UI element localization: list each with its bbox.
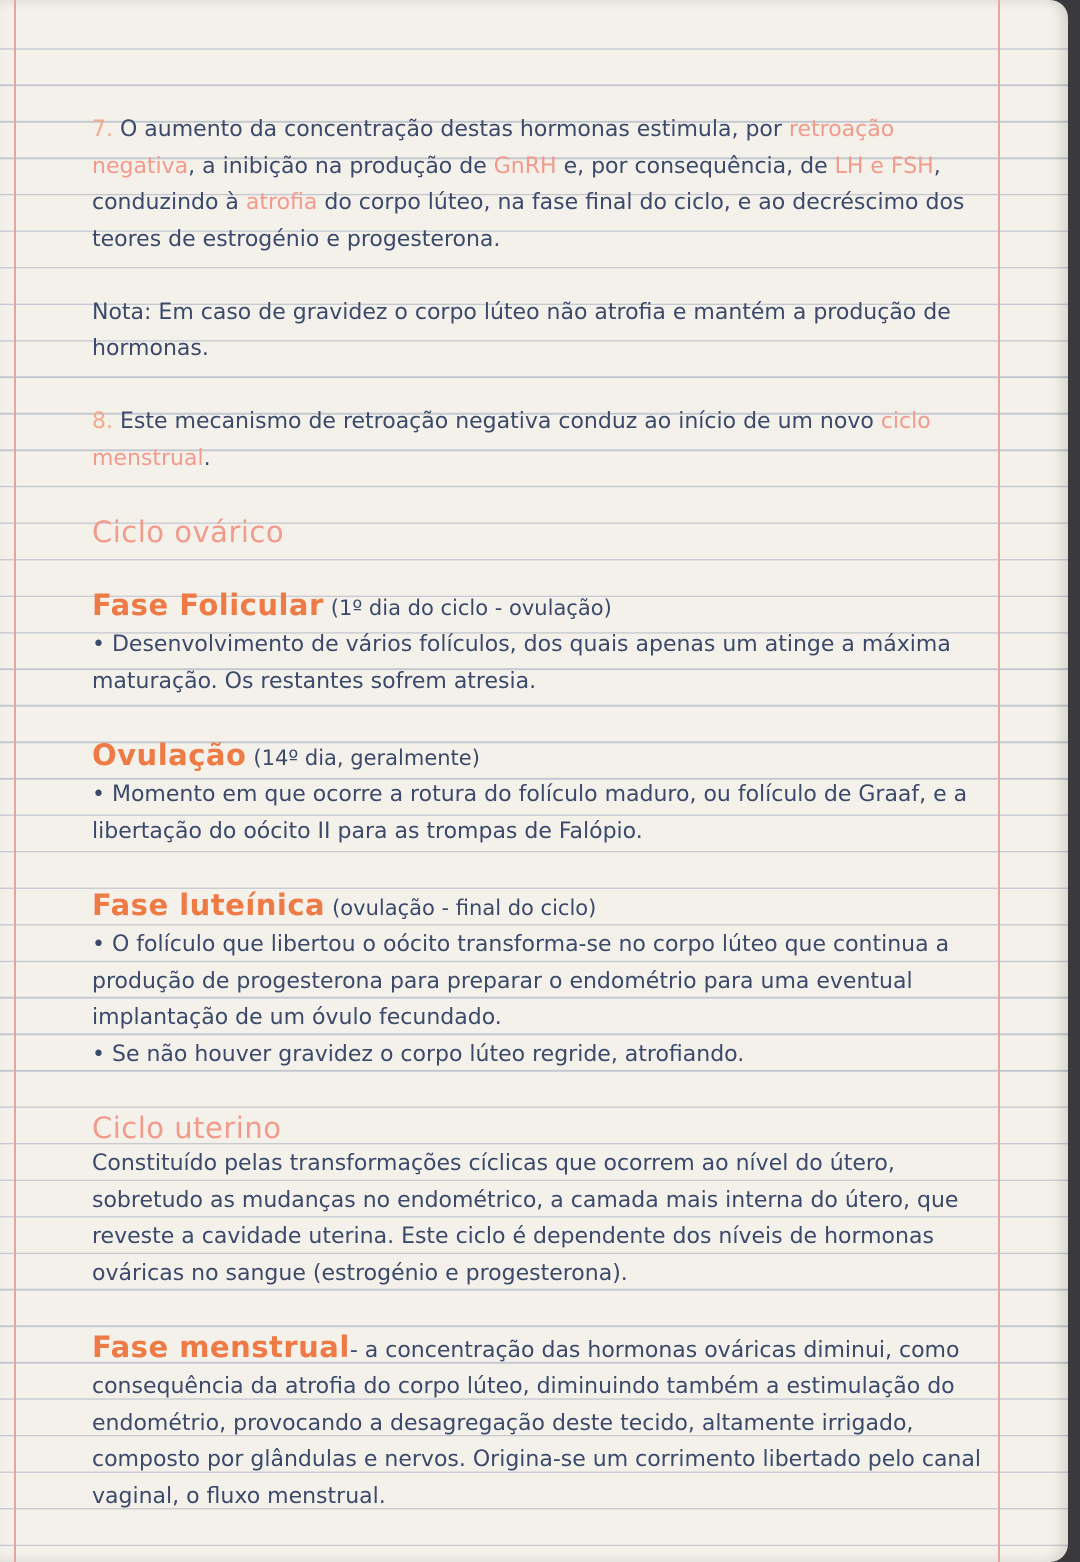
item-7-paragraph: 7. O aumento da concentração destas hormonas estimula, por retroação negativa, a inibição na produção de GnRH e, por consequência, de LH e FSH, conduzindo à atrofia do corpo lúteo, na fase final do ciclo, e ao decréscimo dos teores de estrogénio e progesterona.	[92, 117, 965, 252]
right-margin-line	[998, 0, 1000, 1562]
highlight-gnrh: GnRH	[493, 153, 557, 179]
follicular-phase-heading: Fase Folicular	[92, 587, 324, 622]
luteal-phase-heading: Fase luteínica	[92, 887, 326, 922]
follicular-phase-title-line	[92, 587, 997, 628]
ovulation-bullet: • Momento em que ocorre a rotura do folículo maduro, ou folículo de Graaf, e a libertação do oócito II para as trompas de Falópio.	[92, 777, 997, 850]
luteal-phase-bullet-2: • Se não houver gravidez o corpo lúteo regride, atrofiando.	[92, 1037, 997, 1074]
note-paragraph: Nota: Em caso de gravidez o corpo lúteo não atrofia e mantém a produção de hormonas.	[92, 299, 951, 361]
item-8-number: 8.	[92, 409, 113, 434]
notes-content	[92, 112, 997, 1515]
uterine-cycle-paragraph: Constituído pelas transformações cíclicas que ocorrem ao nível do útero, sobretudo as mudanças no endométrico, a camada mais interna do útero, que reveste a cavidade uterina. Este ciclo é dependente dos níveis de hormonas ováricas no sangue (estrogénio e progesterona).	[92, 1151, 959, 1286]
luteal-phase-bullet-1: • O folículo que libertou o oócito transforma-se no corpo lúteo que continua a produção de progesterona para preparar o endométrio para uma eventual implantação de um óvulo fecundado.	[92, 927, 997, 1037]
highlight-lh-fsh: LH e FSH	[834, 153, 934, 179]
uterine-cycle-heading: Ciclo uterino	[92, 1110, 282, 1145]
highlight-ciclo-menstrual: ciclo menstrual	[92, 409, 931, 471]
item-8-paragraph: 8. Este mecanismo de retroação negativa conduz ao início de um novo ciclo menstrual.	[92, 409, 931, 471]
ovulation-heading: Ovulação	[92, 737, 247, 772]
menstrual-phase-heading: Fase menstrual	[92, 1329, 350, 1364]
menstrual-phase-paragraph	[92, 1329, 997, 1516]
follicular-phase-period: (1º dia do ciclo - ovulação)	[330, 595, 612, 620]
menstrual-phase-text: - a concentração das hormonas ováricas diminui, como consequência da atrofia do corpo lúteo, diminuindo também a estimulação do endométrio, provocando a desagregação deste tecido, altamente irrigado, composto por glândulas e nervos. Origina-se um corrimento libertado pelo canal vaginal, o fluxo menstrual.	[92, 1337, 981, 1509]
highlight-retroacao-negativa: retroação negativa	[92, 117, 895, 179]
item-7-number: 7.	[92, 117, 113, 142]
ovulation-title-line	[92, 737, 997, 778]
ovarian-cycle-heading: Ciclo ovárico	[92, 514, 285, 549]
luteal-phase-title-line	[92, 887, 997, 928]
left-margin-line	[14, 0, 16, 1562]
luteal-phase-period: (ovulação - final do ciclo)	[332, 895, 597, 920]
ovulation-period: (14º dia, geralmente)	[253, 745, 480, 770]
follicular-phase-bullet: • Desenvolvimento de vários folículos, dos quais apenas um atinge a máxima maturação. Os restantes sofrem atresia.	[92, 627, 997, 700]
highlight-atrofia: atrofia	[245, 190, 318, 215]
